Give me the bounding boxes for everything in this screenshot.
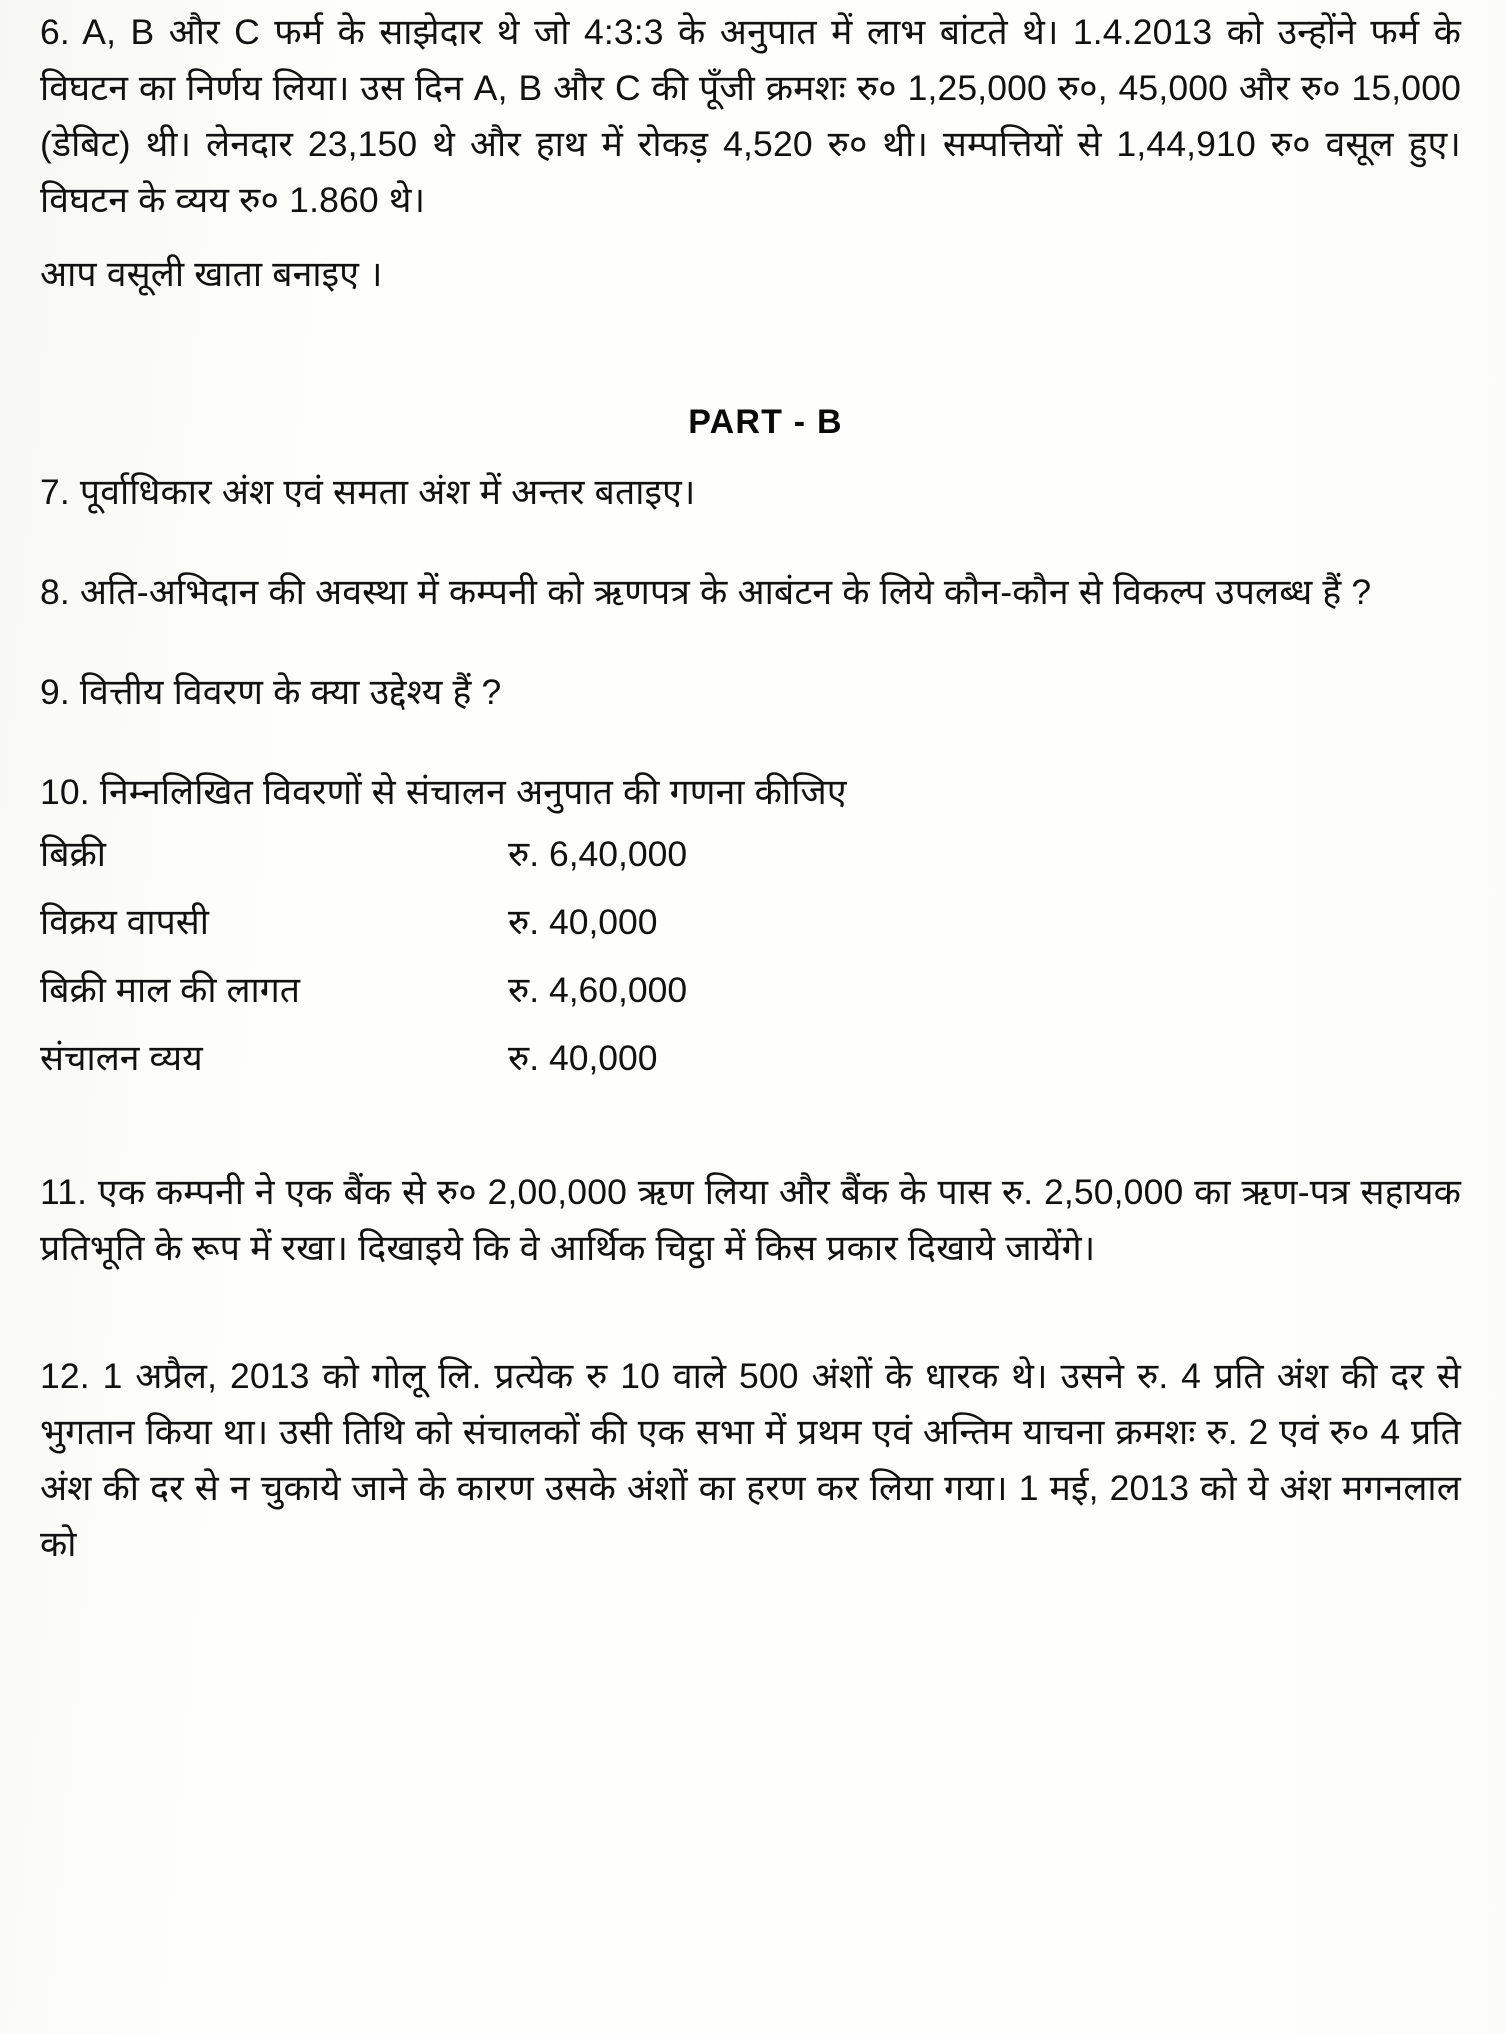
document-body: [40, 0, 1461, 1572]
section-heading-part-b: PART - B: [688, 403, 843, 441]
question-8-text: 8. अति-अभिदान की अवस्था में कम्पनी को ऋणपत्र के आबंटन के लिये कौन-कौन से विकल्प उपलब्ध हैं ?: [40, 572, 1372, 612]
table-cell-label: बिक्री माल की लागत: [40, 970, 300, 1010]
table-cell-value: रु. 40,000: [508, 902, 658, 942]
spacer: [40, 446, 1461, 464]
spacer: [40, 1276, 1461, 1348]
table-row: [40, 956, 1461, 1024]
spacer: [40, 1092, 1461, 1164]
question-6-instruction: आप वसूली खाता बनाइए ।: [40, 254, 383, 294]
spacer: [40, 302, 1461, 398]
table-cell-label: विक्रय वापसी: [40, 902, 209, 942]
table-cell-label: संचालन व्यय: [40, 1038, 203, 1078]
table-cell-value: रु. 6,40,000: [508, 834, 688, 874]
table-row: [40, 1024, 1461, 1092]
spacer: [40, 228, 1461, 246]
spacer: [40, 720, 1461, 764]
operating-ratio-table: [40, 820, 1461, 1092]
question-10-text: 10. निम्नलिखित विवरणों से संचालन अनुपात की गणना कीजिए: [40, 772, 847, 812]
table-row: [40, 888, 1461, 956]
question-11-text: 11. एक कम्पनी ने एक बैंक से रु० 2,00,000 ऋण लिया और बैंक के पास रु. 2,50,000 का ऋण-पत्र सहायक प्रतिभूति के रूप में रखा। दिखाइये कि वे आर्थिक चिट्ठा में किस प्रकार दिखाये जायेंगे।: [40, 1172, 1461, 1268]
question-6-text: 6. A, B और C फर्म के साझेदार थे जो 4:3:3 के अनुपात में लाभ बांटते थे। 1.4.2013 को उन्होंने फर्म के विघटन का निर्णय लिया। उस दिन A, B और C की पूँजी क्रमशः रु० 1,25,000 रु०, 45,000 और रु० 15,000 (डेबिट) थी। लेनदार 23,150 थे और हाथ में रोकड़ 4,520 रु० थी। सम्पत्तियों से 1,44,910 रु० वसूल हुए। विघटन के व्यय रु० 1.860 थे।: [40, 12, 1461, 220]
table-row: [40, 820, 1461, 888]
table-cell-label: बिक्री: [40, 834, 106, 874]
question-9-text: 9. वित्तीय विवरण के क्या उद्देश्य हैं ?: [40, 672, 502, 712]
table-cell-value: रु. 40,000: [508, 1038, 658, 1078]
spacer: [40, 620, 1461, 664]
table-cell-value: रु. 4,60,000: [508, 970, 688, 1010]
question-12-text: 12. 1 अप्रैल, 2013 को गोलू लि. प्रत्येक रु 10 वाले 500 अंशों के धारक थे। उसने रु. 4 प्रति अंश की दर से भुगतान किया था। उसी तिथि को संचालकों की एक सभा में प्रथम एवं अन्तिम याचना क्रमशः रु. 2 एवं रु० 4 प्रति अंश की दर से न चुकाये जाने के कारण उसके अंशों का हरण कर लिया गया। 1 मई, 2013 को ये अंश मगनलाल को: [40, 1356, 1461, 1564]
question-7-text: 7. पूर्वाधिकार अंश एवं समता अंश में अन्तर बताइए।: [40, 472, 696, 512]
spacer: [40, 520, 1461, 564]
